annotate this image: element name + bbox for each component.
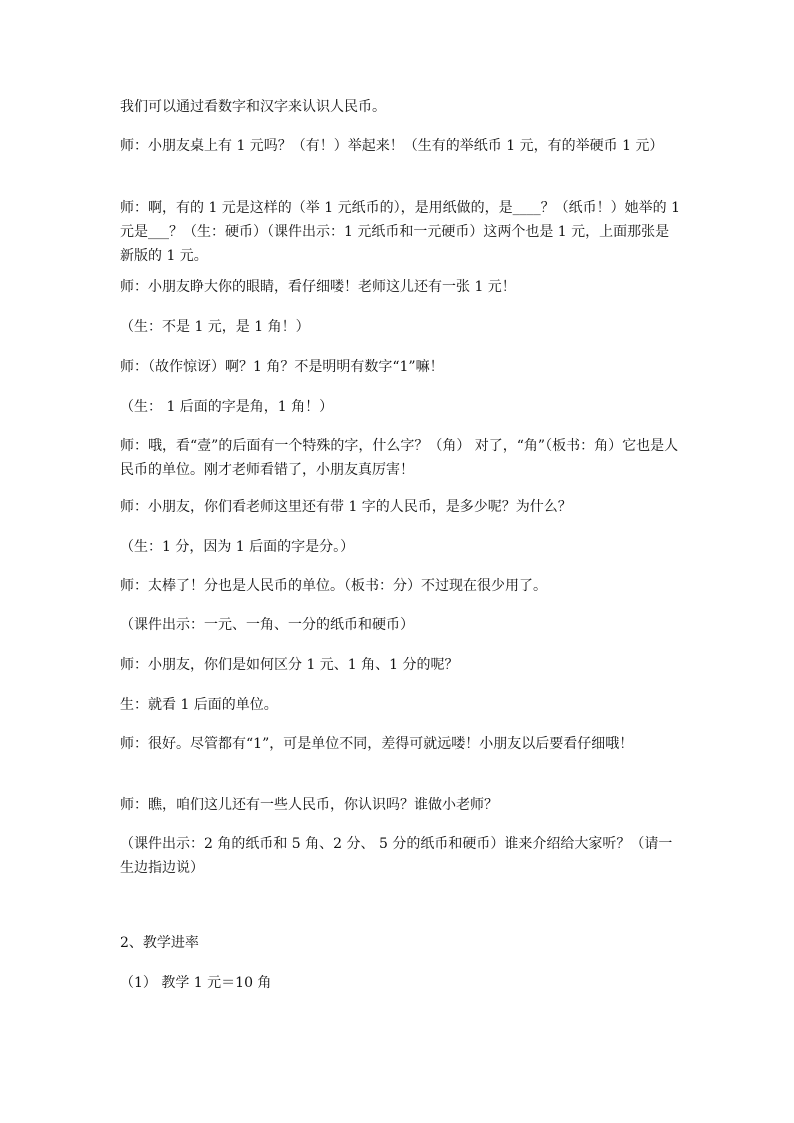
paragraph-student-one-jiao: （生：不是 1 元，是 1 角！）	[120, 319, 310, 335]
paragraph-student-unit: 生：就看 1 后面的单位。	[120, 697, 278, 713]
paragraph-teacher-look-carefully: 师：小朋友睁大你的眼睛，看仔细喽！老师这儿还有一张 1 元！	[120, 279, 516, 295]
section-heading-teaching-rate: 2、教学进率	[120, 935, 199, 951]
paragraph-intro: 我们可以通过看数字和汉字来认识人民币。	[120, 99, 386, 115]
paragraph-teacher-little-teacher: 师：瞧，咱们这儿还有一些人民币，你认识吗？谁做小老师？	[120, 797, 498, 813]
paragraph-teacher-jiao-unit: 师：哦，看“壹”的后面有一个特殊的字，什么字？（角） 对了，“角”（板书：角）它也是人民币的单位。刚才老师看错了，小朋友真厉害！	[120, 438, 679, 478]
paragraph-teacher-surprised: 师：（故作惊讶）啊？1 角？不是明明有数字“1”嘛！	[120, 359, 444, 375]
paragraph-teacher-one-character: 师：小朋友，你们看老师这里还有带 1 字的人民币，是多少呢？为什么？	[120, 499, 572, 515]
paragraph-teacher-fen-unit: 师：太棒了！分也是人民币的单位。（板书：分）不过现在很少用了。	[120, 578, 547, 594]
paragraph-courseware-introduce: （课件出示：2 角的纸币和 5 角、2 分、 5 分的纸币和硬币）谁来介绍给大家听？（请一生边指边说）	[120, 836, 673, 876]
paragraph-teacher-distinguish: 师：小朋友，你们是如何区分 1 元、1 角、1 分的呢？	[120, 657, 459, 673]
paragraph-teacher-good: 师：很好。尽管都有“1”，可是单位不同，差得可就远喽！小朋友以后要看仔细哦！	[120, 736, 634, 752]
paragraph-teacher-paper-coin: 师：啊，有的 1 元是这样的（举 1 元纸币的），是用纸做的，是____？（纸币！）她举的 1 元是___？（生：硬币）（课件出示：1 元纸币和一元硬币）这两个也是 1 元，上面那张是新版的 1 元。	[120, 200, 680, 264]
paragraph-teacher-one-yuan: 师：小朋友桌上有 1 元吗？（有！）举起来！（生有的举纸币 1 元，有的举硬币 1 元）	[120, 138, 664, 154]
subsection-heading-one-yuan-ten-jiao: （1） 教学 1 元＝10 角	[120, 975, 272, 991]
paragraph-courseware-coins: （课件出示：一元、一角、一分的纸币和硬币）	[120, 617, 414, 633]
paragraph-student-jiao-unit: （生： 1 后面的字是角，1 角！）	[120, 399, 334, 415]
paragraph-student-one-fen: （生：1 分，因为 1 后面的字是分。）	[120, 539, 355, 555]
